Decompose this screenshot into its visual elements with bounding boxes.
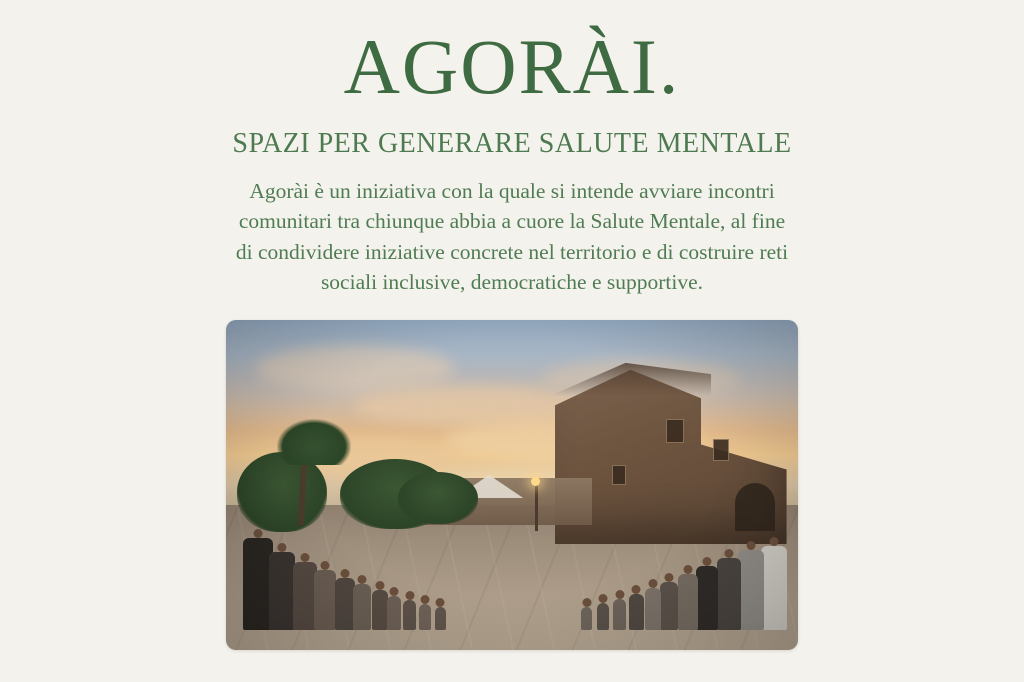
seated-crowd-right xyxy=(506,518,792,630)
cloud-shape xyxy=(255,346,455,392)
person-head xyxy=(405,591,414,600)
person-head xyxy=(599,594,608,603)
person-figure xyxy=(629,594,644,630)
person-head xyxy=(278,543,287,552)
person-head xyxy=(420,595,429,604)
person-figure xyxy=(761,546,787,630)
window-shape xyxy=(666,419,684,443)
photo-canvas xyxy=(226,320,798,650)
person-figure xyxy=(613,599,626,630)
person-head xyxy=(340,569,349,578)
person-figure xyxy=(678,574,698,630)
person-head xyxy=(702,557,711,566)
person-figure xyxy=(353,584,371,630)
person-figure xyxy=(597,603,609,630)
person-head xyxy=(648,579,657,588)
person-head xyxy=(300,553,309,562)
person-figure xyxy=(717,558,741,630)
page-title: AGORÀI. xyxy=(343,23,681,110)
window-shape xyxy=(612,465,626,485)
person-head xyxy=(724,549,733,558)
person-figure xyxy=(435,607,446,630)
person-head xyxy=(746,541,755,550)
person-figure xyxy=(419,604,431,630)
person-figure xyxy=(660,582,678,630)
seated-crowd-left xyxy=(237,518,500,630)
person-head xyxy=(632,585,641,594)
person-figure xyxy=(738,550,764,630)
person-figure xyxy=(269,552,295,630)
window-shape xyxy=(713,439,729,461)
page-subtitle: SPAZI PER GENERARE SALUTE MENTALE xyxy=(232,127,792,159)
person-head xyxy=(582,598,591,607)
person-figure xyxy=(403,600,416,630)
person-figure xyxy=(645,588,661,630)
person-head xyxy=(664,573,673,582)
person-figure xyxy=(581,607,592,630)
person-figure xyxy=(387,596,401,630)
person-head xyxy=(358,575,367,584)
palm-leaves xyxy=(277,419,351,465)
person-head xyxy=(436,598,445,607)
body-paragraph: Agorài è un iniziativa con la quale si intende avviare incontri comunitari tra chiunque abbia a cuore la Salute Mentale, al fine di condividere iniziative concrete nel territorio e di costruire reti sociali inclusive, democratiche e supportive. xyxy=(235,178,789,295)
person-figure xyxy=(696,566,718,630)
person-head xyxy=(390,587,399,596)
tree-shape xyxy=(398,472,478,524)
person-head xyxy=(253,529,262,538)
person-figure xyxy=(335,578,355,630)
community-gathering-photo xyxy=(226,320,798,650)
person-figure xyxy=(314,570,336,630)
person-head xyxy=(320,561,329,570)
person-head xyxy=(683,565,692,574)
person-figure xyxy=(372,590,388,630)
person-head xyxy=(375,581,384,590)
person-head xyxy=(615,590,624,599)
person-head xyxy=(769,537,778,546)
